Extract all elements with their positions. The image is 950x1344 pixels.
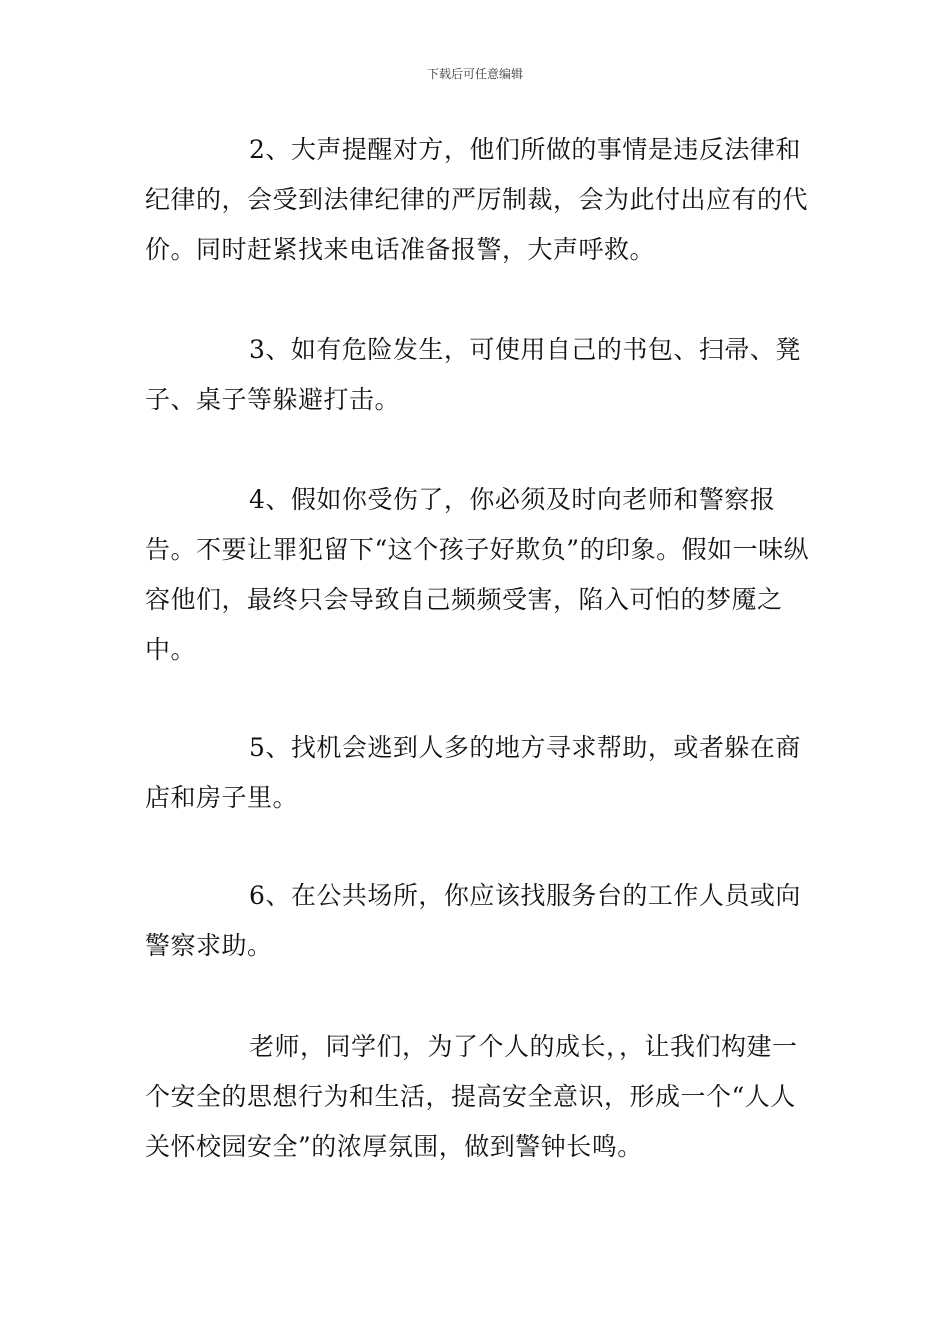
page-header: 下载后可任意编辑 xyxy=(426,67,523,81)
paragraph-item-2: 2、大声提醒对方，他们所做的事情是违反法律和纪律的，会受到法律纪律的严厉制裁，会为此付出应有的代价。同时赶紧找来电话准备报警，大声呼救。 xyxy=(145,135,809,264)
closing-paragraph: 老师，同学们，为了个人的成长，，让我们构建一个安全的思想行为和生活，提高安全意识，形成一个“人人关怀校园安全”的浓厚氛围，做到警钟长鸣。 xyxy=(145,1032,798,1161)
paragraph-item-5: 5、找机会逃到人多的地方寻求帮助，或者躲在商店和房子里。 xyxy=(145,733,801,812)
paragraph-item-6: 6、在公共场所，你应该找服务台的工作人员或向警察求助。 xyxy=(145,881,801,960)
paragraph-item-4: 4、假如你受伤了，你必须及时向老师和警察报告。不要让罪犯留下“这个孩子好欺负”的印象。假如一味纵容他们，最终只会导致自己频频受害，陷入可怕的梦魇之中。 xyxy=(145,485,810,664)
paragraph-item-3: 3、如有危险发生，可使用自己的书包、扫帚、凳子、桌子等躲避打击。 xyxy=(145,335,801,414)
